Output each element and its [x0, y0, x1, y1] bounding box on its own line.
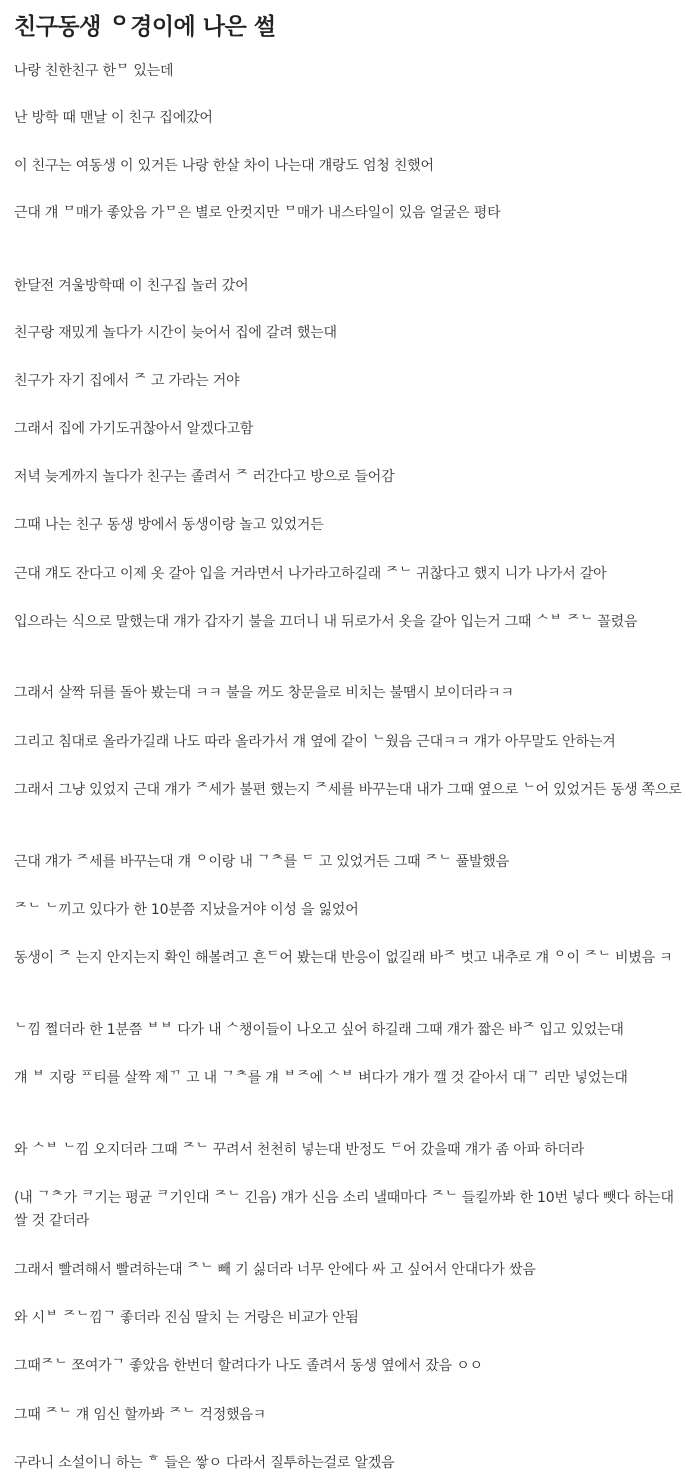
paragraph-line: 근대 걔가 ᄌ세를 바꾸는대 걔 ᄋᅠ이랑 내 ᄀᄎ를 ᄃ 고 있었거든 그때 ᄌᄂ 풀발했음: [14, 854, 509, 870]
paragraph-line: 친구랑 재밌게 놀다가 시간이 늦어서 집에 갈려 했는대: [14, 325, 337, 341]
paragraph-line: 와 시ᄇ ᄌᄂ낌ᄀ 좋더라 진심 딸치 는 거랑은 비교가 안됨: [14, 1310, 359, 1326]
paragraph-line: 이 친구는 여동생 이 있거든 나랑 한살 차이 나는대 걔랑도 엄청 친했어: [14, 158, 434, 174]
paragraph-line: 나랑 친한친구 한ᄆ 있는데: [14, 63, 174, 79]
paragraph-line: 그때ᄌᄂ 쪼여가ᄀ 좋았음 한번더 할려다가 나도 졸려서 동생 옆에서 잤음 ㅇㅇ: [14, 1358, 483, 1374]
paragraph-line: 그때 나는 친구 동생 방에서 동생이랑 놀고 있었거든: [14, 517, 324, 533]
paragraph-line: 걔 ᄇ 지랑 ᄑ티를 살짝 제ᄁ 고 내 ᄀᄎ를 걔 ᄇᄌ에 ᄉᄇ 벼다가 걔가 깰 것 같아서 대ᄀ 리만 넣었는대: [14, 1070, 628, 1086]
paragraph-line: 그리고 침대로 올라가길래 나도 따라 올라가서 걔 옆에 같이 ᄂ웠음 근대ㅋㅋ 걔가 아무말도 안하는겨: [14, 734, 616, 750]
paragraph-line: 동생이 ᄌ 는지 안지는지 확인 해볼려고 흔ᄃ어 봤는대 반응이 없길래 바ᄌ 벗고 내추로 걔 ᄋᅠ이 ᄌᄂ 비볐음 ㅋ: [14, 950, 673, 966]
paragraph-line: 입으라는 식으로 말했는대 걔가 갑자기 불을 끄더니 내 뒤로가서 옷을 갈아 입는거 그때 ᄉᄇ ᄌᄂ 꼴렸음: [14, 614, 638, 630]
paragraph-line: ᄌᄂ ᄂ끼고 있다가 한 10분쯤 지났을거야 이성 을 잃었어: [14, 902, 359, 918]
paragraph-line: 와 ᄉᄇ ᄂ낌 오지더라 그때 ᄌᄂ 꾸려서 천천히 넣는대 반정도 ᄃ어 갔을때 걔가 좀 아파 하더라: [14, 1142, 585, 1158]
paragraph-line: 근대 걔도 잔다고 이제 옷 갈아 입을 거라면서 나가라고하길래 ᄌᄂ 귀찮다고 했지 니가 나가서 갈아: [14, 566, 607, 582]
paragraph-line: 저녁 늦게까지 놀다가 친구는 졸려서 ᄌ 러간다고 방으로 들어감: [14, 469, 395, 485]
paragraph-line: ᄂ낌 쩔더라 한 1분쯤 ᄇᄇ 다가 내 ᄉ챙이들이 나오고 싶어 하길래 그때 걔가 짧은 바ᄌ 입고 있었는대: [14, 1022, 624, 1038]
paragraph-line: 그때 ᄌᄂ 걔 임신 할까봐 ᄌᄂ 걱정했음ㅋ: [14, 1407, 267, 1423]
paragraph-line: 그래서 살짝 뒤를 돌아 봤는대 ㅋㅋ 불을 꺼도 창문을로 비치는 불땜시 보이더라ㅋㅋ: [14, 685, 514, 701]
paragraph-line: 친구가 자기 집에서 ᄌ 고 가라는 거야: [14, 373, 240, 389]
paragraph-line: 근대 걔 ᄆ매가 좋았음 가ᄆ은 별로 안컷지만 ᄆ매가 내스타일이 있음 얼굴은 평타: [14, 205, 501, 221]
paragraph-line: (내 ᄀᄎ가 ᄏ기는 평균 ᄏ기인대 ᄌᄂ 긴음) 걔가 신음 소리 낼때마다 ᄌᄂ 들킬까봐 한 10번 넣다 뺏다 하는대 쌀 것 같더라: [14, 1190, 674, 1229]
paragraph-line: 그래서 빨려해서 빨려하는대 ᄌᄂ 빼 기 싫더라 너무 안에다 싸 고 싶어서 안대다가 쌌음: [14, 1262, 536, 1278]
paragraph-line: 그래서 그냥 있었지 근대 걔가 ᄌ세가 불편 했는지 ᄌ세를 바꾸는대 내가 그때 옆으로 ᄂ어 있었거든 동생 쪽으로: [14, 782, 682, 798]
paragraph-line: 한달전 겨울방학때 이 친구집 놀러 갔어: [14, 278, 249, 294]
post-title: 친구동생 ᄋᅠ경이에 나은 썰: [14, 14, 276, 40]
paragraph-line: 구라니 소설이니 하는 ᄒ 들은 쌓ㅇ 다라서 질투하는걸로 알겠음: [14, 1455, 395, 1471]
paragraph-line: 난 방학 때 맨날 이 친구 집에갔어: [14, 110, 213, 126]
paragraph-line: 그래서 집에 가기도귀찮아서 알겠다고함: [14, 421, 254, 437]
